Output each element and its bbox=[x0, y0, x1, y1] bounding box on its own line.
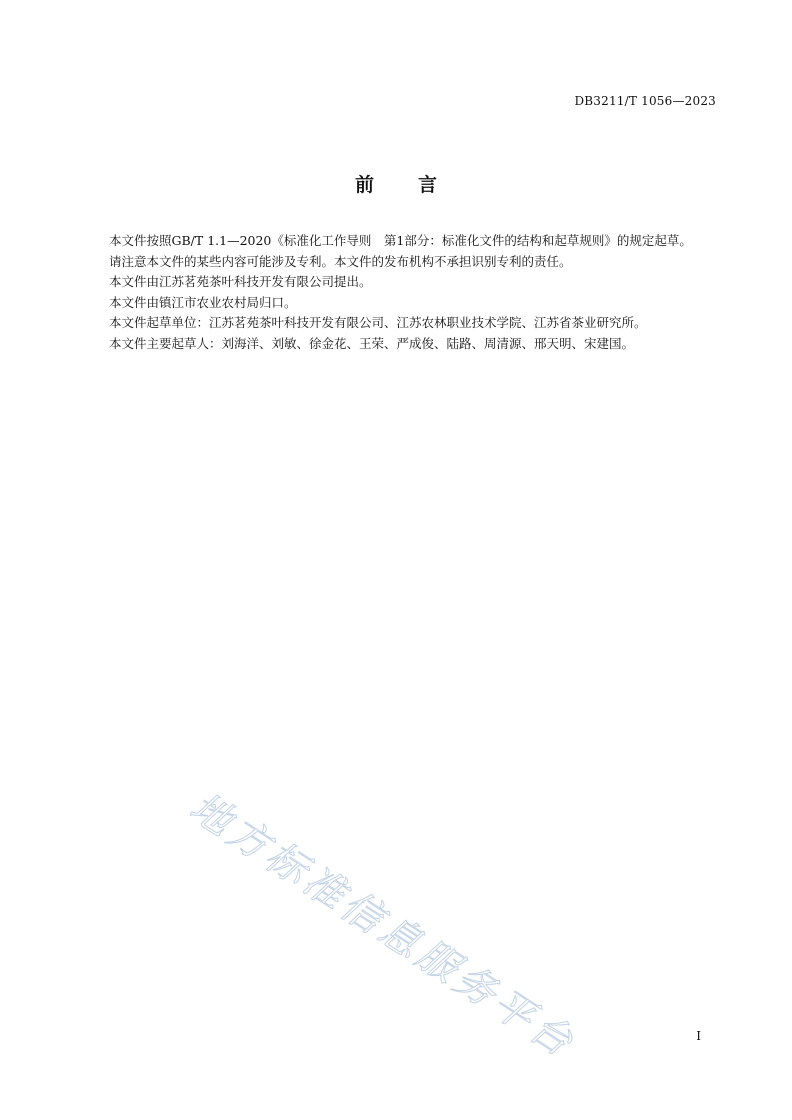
section-title: 前言 bbox=[354, 174, 481, 196]
foreword-body bbox=[84, 231, 718, 355]
paragraph-patent-notice: 请注意本文件的某些内容可能涉及专利。本文件的发布机构不承担识别专利的责任。 bbox=[109, 253, 572, 269]
paragraph-drafting-units: 本文件起草单位：江苏茗苑茶叶科技开发有限公司、江苏农林职业技术学院、江苏省茶业研究所。 bbox=[109, 315, 647, 331]
watermark: 地方标准信息服务平台 bbox=[181, 784, 585, 1068]
paragraph-administrator: 本文件由镇江市农业农村局归口。 bbox=[109, 294, 297, 310]
paragraph-drafting-rules: 本文件按照GB/T 1.1—2020《标准化工作导则 第1部分：标准化文件的结构和起草规则》的规定起草。 bbox=[109, 233, 692, 248]
page-number: I bbox=[696, 1029, 701, 1043]
paragraph-proposer: 本文件由江苏茗苑茶叶科技开发有限公司提出。 bbox=[109, 274, 372, 290]
document-code: DB3211/T 1056—2023 bbox=[574, 94, 716, 108]
paragraph-drafters: 本文件主要起草人：刘海洋、刘敏、徐金花、王荣、严成俊、陆路、周清源、邢天明、宋建国。 bbox=[109, 335, 635, 351]
